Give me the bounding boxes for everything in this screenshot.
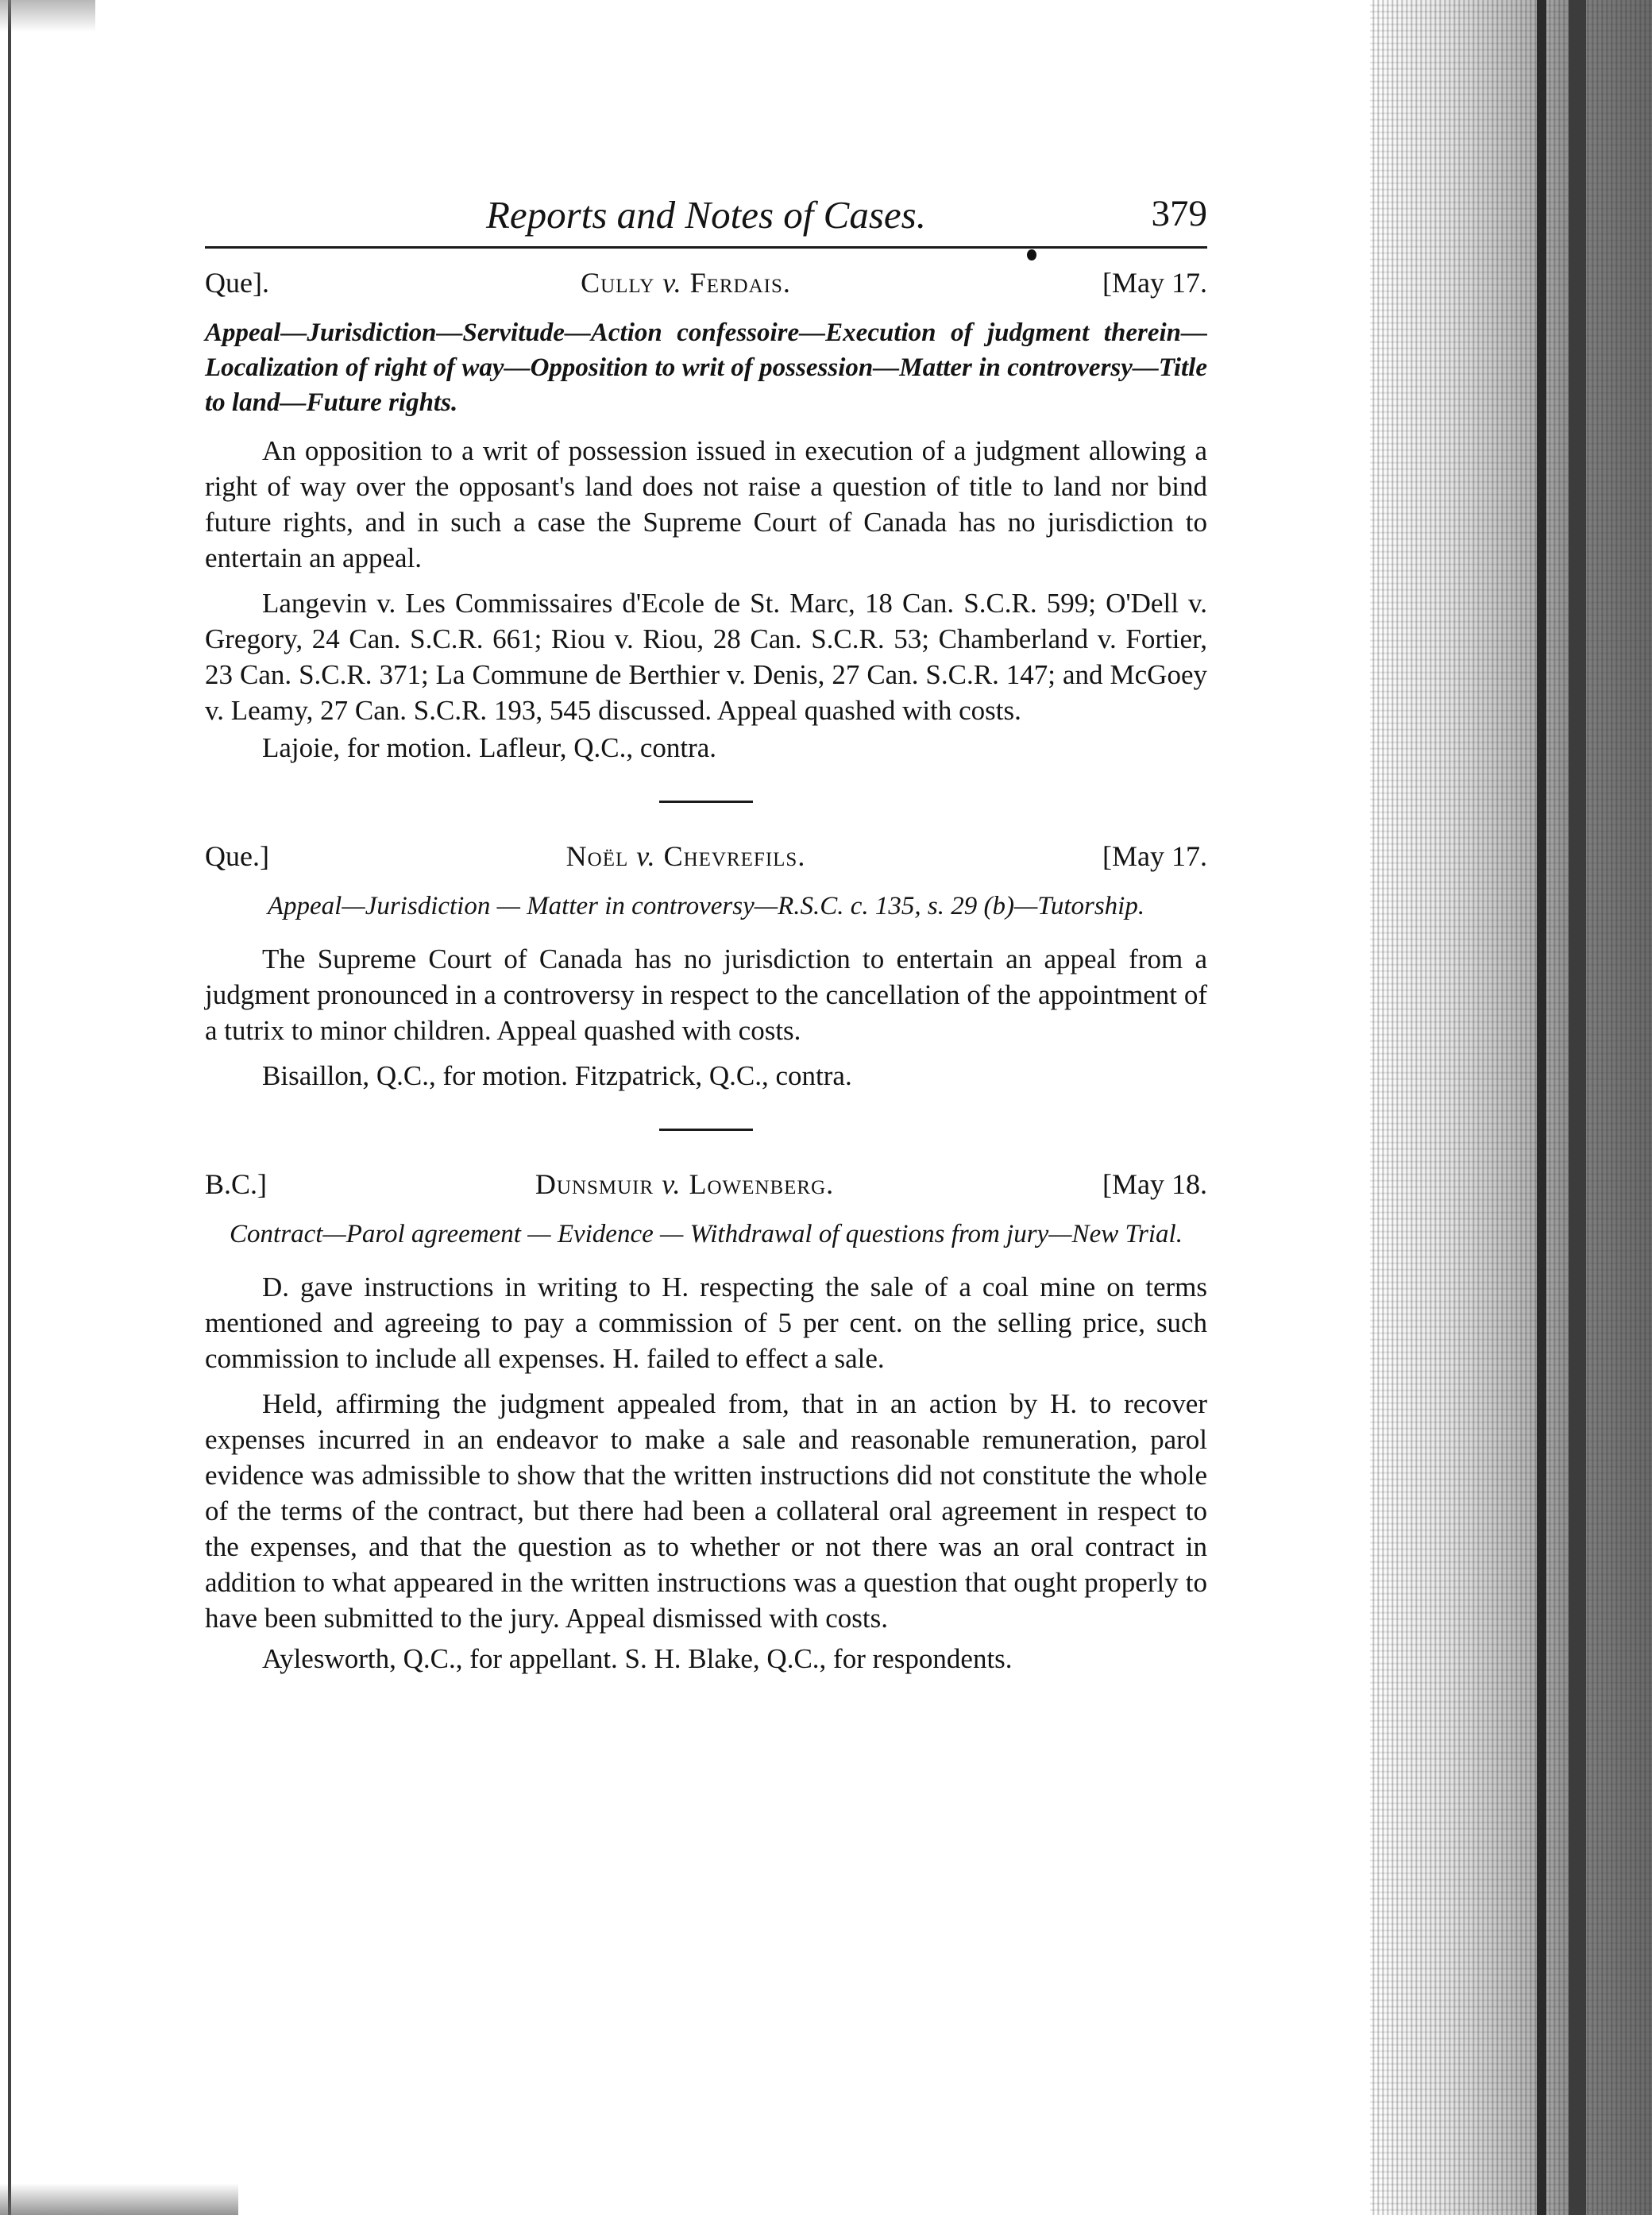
page-content (205, 176, 1207, 1677)
defendant-name: Chevrefils. (663, 840, 806, 872)
scan-smudge-bottom-left (0, 2183, 238, 2215)
case-title (566, 839, 806, 873)
case-dunsmuir-v-lowenberg (205, 1167, 1207, 1677)
scan-smudge-top-left (0, 0, 95, 32)
defendant-name: Lowenberg. (689, 1168, 835, 1200)
scanned-page-edge (1370, 0, 1652, 2215)
holding-paragraph: An opposition to a writ of possession issued in execution of a judgment allowing a right of way over the opposant's land does not raise a question of title to land nor bind future rights, and in such a case the Supreme Court of Canada has no jurisdiction to entertain an appeal. (205, 435, 1207, 573)
decision-date: [May 17. (1102, 267, 1207, 299)
case-header (205, 839, 1207, 884)
holding-paragraph: Held, affirming the judgment appealed from, that in an action by H. to recover expenses incurred in an endeavor to make a sale and reasonable remuneration, parol evidence was admissible to show that the written instructions did not constitute the whole of the terms of the contract, but there had been a collateral oral agreement in respect to the expenses, and that the question as to whether or not there was an oral contract in addition to what appeared in the written instructions was a question that ought properly to have been submitted to the jury. Appeal dismissed with costs. (205, 1388, 1207, 1634)
headnote: Appeal—Jurisdiction—Servitude—Action confessoire—Execution of judgment therein—Localization of right of way—Opposition to writ of possession—Matter in controversy—Title to land—Future rights. (205, 318, 1207, 417)
defendant-name: Ferdais. (689, 267, 791, 299)
counsel-paragraph: Aylesworth, Q.C., for appellant. S. H. Blake, Q.C., for respondents. (262, 1643, 1013, 1674)
headnote: Appeal—Jurisdiction — Matter in controversy—R.S.C. c. 135, s. 29 (b)—Tutorship. (267, 892, 1145, 920)
case-noel-v-chevrefils (205, 839, 1207, 1094)
running-title: Reports and Notes of Cases. (486, 193, 926, 237)
case-title (581, 266, 791, 299)
citations-paragraph: Langevin v. Les Commissaires d'Ecole de St. Marc, 18 Can. S.C.R. 599; O'Dell v. Gregory, 24 Can. S.C.R. 661; Riou v. Riou, 28 Can. S.C.R. 53; Chamberland v. Fortier, 23 Can. S.C.R. 371; La Commune de Berthier v. Denis, 27 Can. S.C.R. 147; and McGoey v. Leamy, 27 Can. S.C.R. 193, 545 discussed. Appeal quashed with costs. (205, 588, 1207, 726)
holding-paragraph: The Supreme Court of Canada has no jurisdiction to entertain an appeal from a judgment pronounced in a controversy in respect to the cancellation of the appointment of a tutrix to minor children. Appeal quashed with costs. (205, 943, 1207, 1046)
page-number: 379 (1151, 193, 1207, 234)
counsel-paragraph: Lajoie, for motion. Lafleur, Q.C., contra. (262, 732, 717, 763)
page-left-border (8, 0, 11, 2215)
ink-blot (1027, 249, 1036, 260)
court-label: Que.] (205, 840, 269, 872)
decision-date: [May 18. (1102, 1168, 1207, 1200)
running-head (205, 176, 1207, 249)
plaintiff-name: Noël (565, 840, 629, 872)
case-header (205, 1167, 1207, 1212)
versus: v. (662, 267, 682, 299)
case-divider (659, 801, 753, 803)
counsel-paragraph: Bisaillon, Q.C., for motion. Fitzpatrick, Q.C., contra. (262, 1060, 852, 1091)
facts-paragraph: D. gave instructions in writing to H. respecting the sale of a coal mine on terms mentioned and agreeing to pay a commission of 5 per cent. on the selling price, such commission to include all expenses. H. failed to effect a sale. (205, 1272, 1207, 1374)
headnote: Contract—Parol agreement — Evidence — Withdrawal of questions from jury—New Trial. (230, 1220, 1183, 1248)
case-header (205, 266, 1207, 311)
court-label: Que]. (205, 267, 269, 299)
versus: v. (636, 840, 656, 872)
case-divider (659, 1129, 753, 1131)
versus: v. (662, 1168, 681, 1200)
decision-date: [May 17. (1102, 840, 1207, 872)
plaintiff-name: Cully (581, 267, 655, 299)
plaintiff-name: Dunsmuir (535, 1168, 654, 1200)
case-title (535, 1167, 834, 1201)
case-cully-v-ferdais (205, 266, 1207, 766)
court-label: B.C.] (205, 1168, 268, 1200)
